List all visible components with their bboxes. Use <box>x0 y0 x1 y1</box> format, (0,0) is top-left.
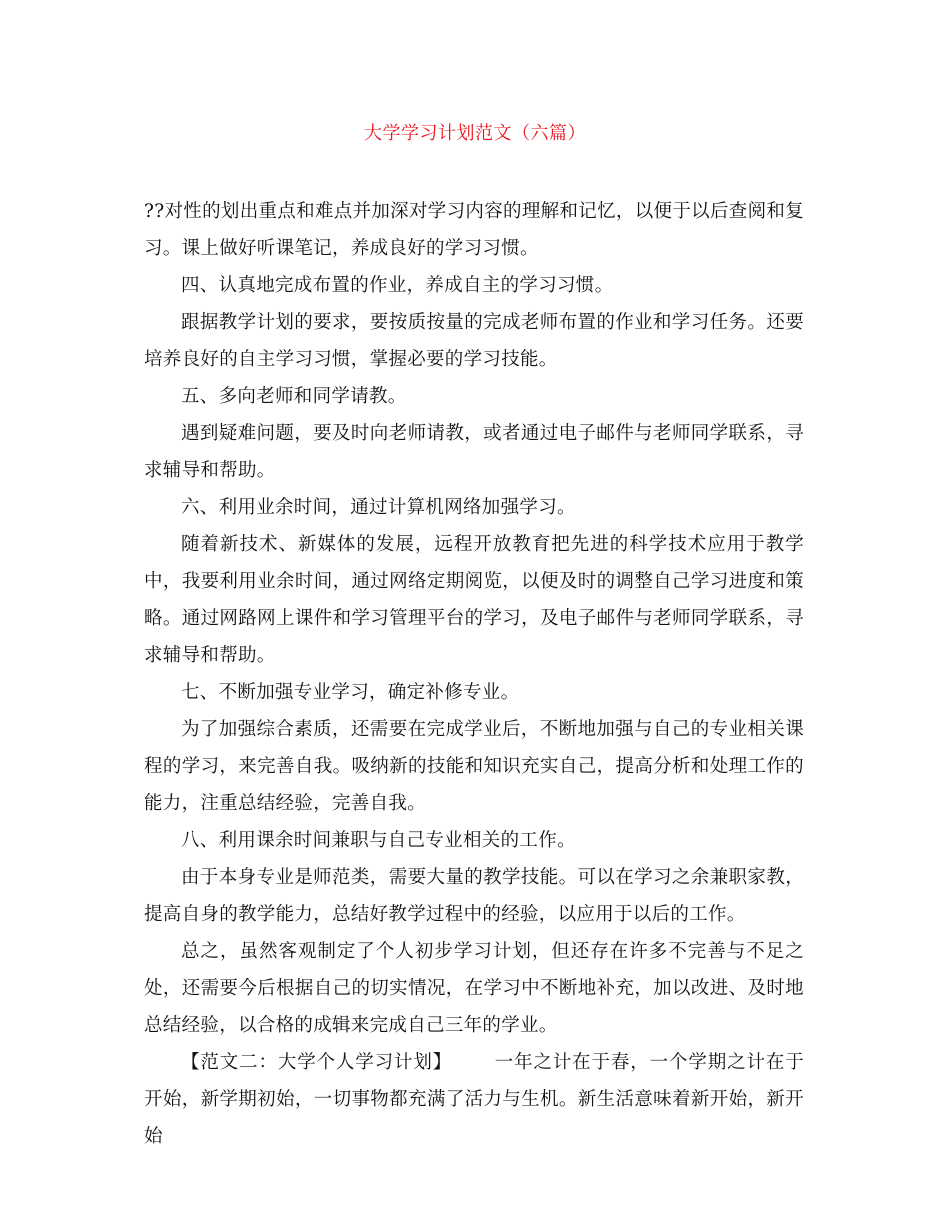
paragraph: 随着新技术、新媒体的发展，远程开放教育把先进的科学技术应用于教学中，我要利用业余时间，通过网络定期阅览，以便及时的调整自己学习进度和策略。通过网路网上课件和学习管理平台的学习，及电子邮件与老师同学联系，寻求辅导和帮助。 <box>144 534 804 666</box>
document-title: 大学学习计划范文（六篇） <box>364 123 586 144</box>
conclusion-paragraph: 总之，虽然客观制定了个人初步学习计划，但还存在许多不完善与不足之处，还需要今后根据自己的切实情况，在学习中不断地补充，加以改进、及时地总结经验，以合格的成辑来完成自己三年的学业。 <box>144 941 804 1036</box>
paragraph: 为了加强综合素质，还需要在完成学业后，不断地加强与自己的专业相关课程的学习，来完善自我。吸纳新的技能和知识充实自己，提高分析和处理工作的能力，注重总结经验，完善自我。 <box>144 719 804 814</box>
sample-two-heading: 【范文二：大学个人学习计划】 <box>181 1052 453 1073</box>
sample-two-text: 一年之计在于春，一个学期之计在于开始，新学期初始，一切事物都充满了活力与生机。新生活意味着新开始，新开始 <box>144 1052 805 1147</box>
section-heading-7: 七、不断加强专业学习，确定补修专业。 <box>181 682 520 703</box>
paragraph: 遇到疑难问题，要及时向老师请教，或者通过电子邮件与老师同学联系，寻求辅导和帮助。 <box>144 423 804 481</box>
paragraph: 跟据教学计划的要求，要按质按量的完成老师布置的作业和学习任务。还要培养良好的自主学习习惯，掌握必要的学习技能。 <box>144 312 804 370</box>
sample-two-paragraph <box>144 1044 804 1155</box>
section-heading-6: 六、利用业余时间，通过计算机网络加强学习。 <box>181 497 576 518</box>
paragraph: 由于本身专业是师范类，需要大量的教学技能。可以在学习之余兼职家教，提高自身的教学能力，总结好教学过程中的经验，以应用于以后的工作。 <box>144 867 804 925</box>
section-heading-5: 五、多向老师和同学请教。 <box>181 386 407 407</box>
paragraph: ??对性的划出重点和难点并加深对学习内容的理解和记忆，以便于以后查阅和复习。课上做好听课笔记，养成良好的学习习惯。 <box>144 201 804 259</box>
section-heading-8: 八、利用课余时间兼职与自己专业相关的工作。 <box>181 830 576 851</box>
document-body <box>144 193 804 1155</box>
section-heading-4: 四、认真地完成布置的作业，养成自主的学习习惯。 <box>181 275 614 296</box>
